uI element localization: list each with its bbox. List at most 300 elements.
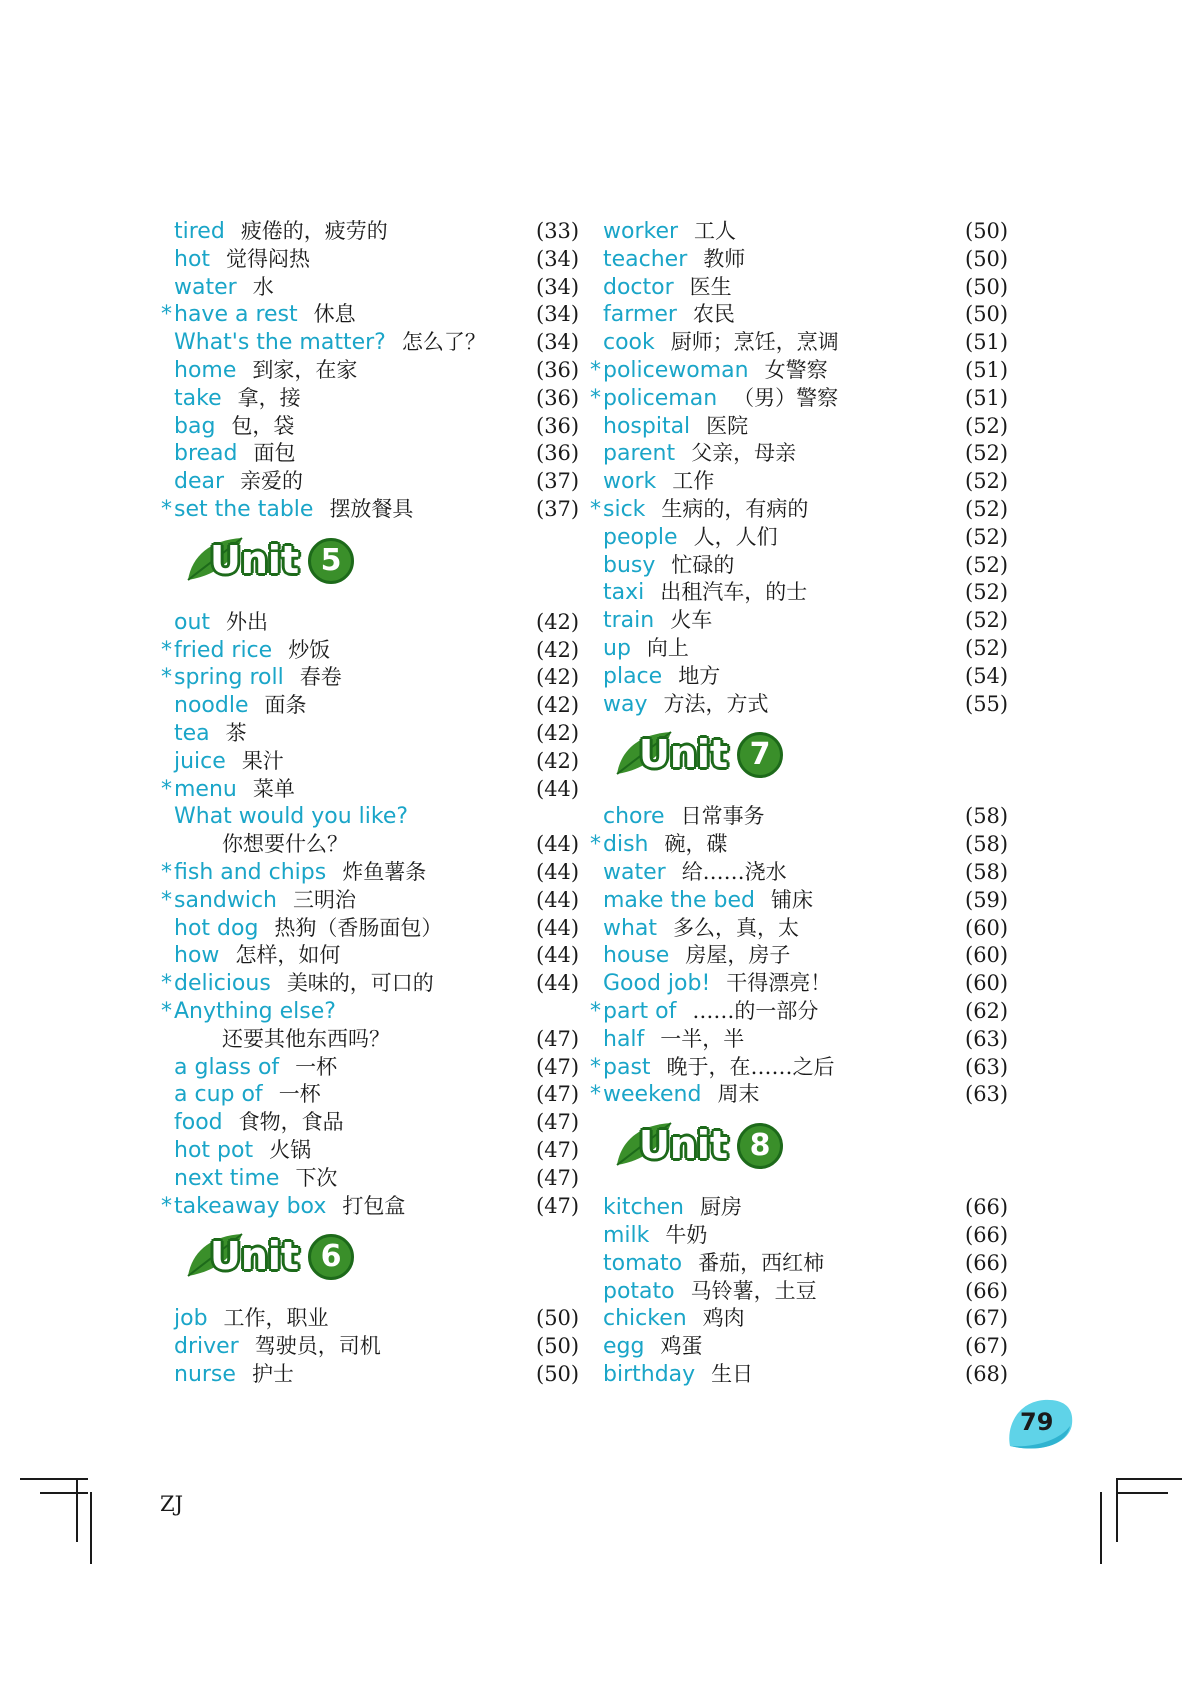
chinese-meaning: 水	[252, 274, 274, 299]
optional-star: *	[590, 496, 601, 522]
page-reference: (37)	[536, 496, 580, 521]
page-reference: (52)	[965, 580, 1009, 605]
page-reference: (52)	[965, 496, 1009, 521]
page-reference: (51)	[965, 357, 1009, 382]
chinese-meaning: 干得漂亮！	[726, 971, 832, 996]
page-reference: (36)	[536, 441, 580, 466]
optional-star: *	[161, 302, 172, 328]
page-reference: (63)	[965, 1054, 1009, 1079]
page-reference: (60)	[965, 971, 1009, 996]
chinese-meaning: 三明治	[293, 887, 356, 912]
english-word: dish	[603, 832, 649, 858]
optional-star: *	[161, 887, 172, 913]
chinese-meaning: 晚于，在……之后	[666, 1054, 835, 1079]
crop-mark-right-v	[1100, 1492, 1102, 1564]
vocab-entry	[603, 663, 1013, 691]
unit-number: 8	[737, 1123, 783, 1169]
english-word: have a rest	[174, 302, 298, 328]
chinese-meaning: 一杯	[295, 1054, 338, 1079]
english-word: place	[603, 663, 663, 689]
unit-title: Unit	[639, 732, 729, 777]
chinese-meaning: 春卷	[299, 665, 342, 690]
vocab-entry	[603, 246, 1013, 274]
page-reference: (47)	[536, 1054, 580, 1079]
english-word: Anything else?	[174, 998, 336, 1024]
chinese-meaning: 厨师；烹饪，烹调	[670, 330, 839, 355]
vocab-entry	[174, 609, 584, 637]
vocab-entry	[603, 1305, 1013, 1333]
page-reference: (66)	[965, 1278, 1009, 1303]
chinese-meaning: 工作	[672, 469, 715, 494]
vocab-entry	[603, 413, 1013, 441]
english-word: train	[603, 608, 655, 634]
page-reference: (42)	[536, 748, 580, 773]
vocab-entry	[174, 720, 584, 748]
chinese-meaning: 给……浇水	[681, 859, 787, 884]
english-word: menu	[174, 776, 237, 802]
english-word: worker	[603, 219, 679, 244]
english-word: birthday	[603, 1361, 696, 1387]
vocab-entry	[603, 1278, 1013, 1306]
page-reference: (47)	[536, 1137, 580, 1162]
chinese-meaning: （男）警察	[733, 385, 839, 410]
page-reference: (44)	[536, 943, 580, 968]
english-word: sandwich	[174, 887, 277, 913]
chinese-meaning: 人，人们	[693, 524, 778, 549]
vocab-entry	[161, 970, 584, 998]
page-reference: (58)	[965, 832, 1009, 857]
optional-star: *	[590, 998, 601, 1024]
chinese-meaning: 炒饭	[288, 637, 331, 662]
vocab-entry	[603, 607, 1013, 635]
chinese-meaning: 铺床	[770, 887, 813, 912]
page-reference: (66)	[965, 1222, 1009, 1247]
unit-number: 7	[737, 732, 783, 778]
english-word: parent	[603, 441, 676, 467]
english-word: Good job!	[603, 971, 711, 997]
optional-star: *	[161, 971, 172, 997]
english-word: make the bed	[603, 887, 755, 913]
chinese-meaning: 农民	[692, 302, 735, 327]
vocab-entry	[161, 664, 584, 692]
english-word: bag	[174, 413, 216, 439]
unit-heading	[174, 1220, 584, 1305]
vocab-entry	[590, 998, 1013, 1026]
vocab-entry	[603, 218, 1013, 246]
vocab-entry	[161, 776, 584, 804]
english-word: takeaway box	[174, 1193, 327, 1219]
crop-mark-left-h2	[40, 1492, 88, 1494]
unit-heading	[603, 1109, 1013, 1194]
english-word: noodle	[174, 693, 249, 719]
vocab-entry	[174, 440, 584, 468]
english-word: bread	[174, 441, 238, 467]
english-word: way	[603, 691, 648, 717]
chinese-meaning: 怎么了？	[401, 330, 486, 355]
vocab-entry	[174, 274, 584, 302]
page-reference: (37)	[536, 469, 580, 494]
chinese-meaning: 包，袋	[231, 413, 295, 438]
chinese-meaning: 你想要什么？	[222, 832, 348, 857]
english-word: set the table	[174, 496, 314, 522]
optional-star: *	[590, 1082, 601, 1108]
vocab-entry	[603, 942, 1013, 970]
vocab-entry	[174, 1026, 584, 1054]
chinese-meaning: 摆放餐具	[329, 496, 414, 521]
english-word: past	[603, 1054, 651, 1080]
optional-star: *	[590, 832, 601, 858]
page-reference: (44)	[536, 832, 580, 857]
vocab-entry	[174, 1305, 584, 1333]
vocab-entry	[603, 635, 1013, 663]
chinese-meaning: 休息	[313, 302, 356, 327]
chinese-meaning: 果汁	[241, 748, 284, 773]
chinese-meaning: 房屋，房子	[685, 943, 791, 968]
vocab-entry	[590, 831, 1013, 859]
vocab-entry	[174, 692, 584, 720]
chinese-meaning: 教师	[703, 246, 746, 271]
unit-title: Unit	[210, 537, 300, 582]
english-word: work	[603, 469, 657, 495]
chinese-meaning: 到家，在家	[252, 357, 358, 382]
vocab-entry	[603, 468, 1013, 496]
chinese-meaning: 医生	[689, 274, 732, 299]
english-word: job	[174, 1306, 208, 1332]
chinese-meaning: 碗，碟	[664, 832, 728, 857]
page-reference: (54)	[965, 663, 1009, 688]
page-reference: (34)	[536, 274, 580, 299]
page-reference: (34)	[536, 330, 580, 355]
page-reference: (42)	[536, 720, 580, 745]
chinese-meaning: 女警察	[764, 357, 828, 382]
crop-mark-right-h	[1116, 1478, 1182, 1480]
chinese-meaning: 亲爱的	[240, 469, 304, 494]
unit-title: Unit	[639, 1123, 729, 1168]
chinese-meaning: 面包	[253, 441, 296, 466]
optional-star: *	[161, 637, 172, 663]
page-reference: (55)	[965, 691, 1009, 716]
english-word: a cup of	[174, 1082, 263, 1108]
english-word: nurse	[174, 1361, 236, 1387]
english-word: egg	[603, 1334, 645, 1360]
page-reference: (47)	[536, 1193, 580, 1218]
page-reference: (67)	[965, 1306, 1009, 1331]
page-reference: (36)	[536, 357, 580, 382]
chinese-meaning: 周末	[717, 1082, 760, 1107]
vocab-entry	[161, 1193, 584, 1221]
unit-heading	[174, 524, 584, 609]
chinese-meaning: 马铃薯，土豆	[690, 1278, 817, 1303]
vocab-entry	[603, 691, 1013, 719]
vocab-entry	[603, 579, 1013, 607]
unit-number: 5	[308, 538, 354, 584]
chinese-meaning: 医院	[706, 413, 749, 438]
english-word: fried rice	[174, 637, 273, 663]
english-word: policewoman	[603, 357, 749, 383]
english-word: hot pot	[174, 1137, 254, 1163]
chinese-meaning: 父亲，母亲	[691, 441, 797, 466]
vocab-entry	[603, 859, 1013, 887]
vocab-entry	[603, 1026, 1013, 1054]
english-word: half	[603, 1026, 645, 1052]
chinese-meaning: 出租汽车，的士	[660, 580, 808, 605]
page-reference: (44)	[536, 776, 580, 801]
english-word: milk	[603, 1222, 650, 1248]
vocab-entry	[174, 1137, 584, 1165]
vocab-entry	[174, 1109, 584, 1137]
chinese-meaning: 下次	[295, 1165, 338, 1190]
page-reference: (60)	[965, 915, 1009, 940]
chinese-meaning: 美味的，可口的	[286, 971, 434, 996]
page-reference: (50)	[965, 219, 1009, 243]
english-word: fish and chips	[174, 859, 327, 885]
english-word: What would you like?	[174, 804, 409, 830]
page-reference: (42)	[536, 665, 580, 690]
optional-star: *	[161, 776, 172, 802]
vocab-entry	[590, 1054, 1013, 1082]
vocab-entry	[174, 468, 584, 496]
page-reference: (52)	[965, 608, 1009, 633]
vocab-entry	[174, 1165, 584, 1193]
vocab-entry	[603, 1361, 1013, 1389]
right-column	[590, 218, 1013, 1389]
english-word: busy	[603, 552, 656, 578]
vocab-entry	[590, 385, 1013, 413]
english-word: home	[174, 357, 237, 383]
chinese-meaning: 生病的，有病的	[661, 496, 809, 521]
vocab-entry	[603, 915, 1013, 943]
left-column	[161, 218, 584, 1389]
english-word: sick	[603, 496, 646, 522]
chinese-meaning: 厨房	[700, 1195, 742, 1220]
english-word: driver	[174, 1334, 239, 1360]
english-word: a glass of	[174, 1054, 280, 1080]
vocab-entry	[161, 301, 584, 329]
english-word: delicious	[174, 971, 271, 997]
english-word: chicken	[603, 1306, 687, 1332]
vocab-entry	[603, 524, 1013, 552]
page-reference: (63)	[965, 1026, 1009, 1051]
chinese-meaning: 鸡蛋	[660, 1334, 703, 1359]
vocab-entry	[603, 329, 1013, 357]
page-reference: (36)	[536, 385, 580, 410]
page-reference: (47)	[536, 1110, 580, 1135]
vocab-entry	[590, 1081, 1013, 1109]
page-reference: (58)	[965, 804, 1009, 829]
chinese-meaning: 生日	[711, 1361, 754, 1386]
chinese-meaning: 面条	[264, 693, 307, 718]
crop-mark-right-v2	[1116, 1478, 1118, 1542]
chinese-meaning: 疲倦的，疲劳的	[240, 219, 388, 243]
chinese-meaning: 工作，职业	[223, 1306, 329, 1331]
vocab-entry	[174, 831, 584, 859]
english-word: house	[603, 943, 670, 969]
chinese-meaning: 一半，半	[660, 1026, 745, 1051]
page-reference: (52)	[965, 635, 1009, 660]
optional-star: *	[161, 1193, 172, 1219]
english-word: up	[603, 635, 631, 661]
english-word: food	[174, 1110, 223, 1136]
chinese-meaning: 打包盒	[342, 1193, 406, 1218]
english-word: doctor	[603, 274, 674, 300]
english-word: next time	[174, 1165, 280, 1191]
page-reference: (50)	[536, 1334, 580, 1359]
page-reference: (52)	[965, 441, 1009, 466]
optional-star: *	[161, 665, 172, 691]
chinese-meaning: 还要其他东西吗？	[222, 1026, 390, 1051]
page-reference: (67)	[965, 1334, 1009, 1359]
optional-star: *	[590, 1054, 601, 1080]
vocab-entry	[174, 357, 584, 385]
page-reference: (68)	[965, 1361, 1009, 1386]
optional-star: *	[161, 496, 172, 522]
vocab-entry	[174, 915, 584, 943]
chinese-meaning: 多么，真，太	[673, 915, 800, 940]
english-word: tired	[174, 219, 225, 244]
vocab-entry	[603, 887, 1013, 915]
footer-mark: ZJ	[160, 1492, 184, 1516]
optional-star: *	[161, 998, 172, 1024]
vocab-entry	[174, 413, 584, 441]
english-word: taxi	[603, 580, 645, 606]
english-word: weekend	[603, 1082, 702, 1108]
chinese-meaning: 地方	[678, 663, 721, 688]
page-reference: (47)	[536, 1082, 580, 1107]
page-reference: (52)	[965, 524, 1009, 549]
english-word: hot dog	[174, 915, 259, 941]
page-reference: (52)	[965, 413, 1009, 438]
english-word: what	[603, 915, 658, 941]
vocab-entry	[603, 970, 1013, 998]
chinese-meaning: 鸡肉	[702, 1306, 745, 1331]
english-word: policeman	[603, 385, 718, 411]
unit-heading	[603, 718, 1013, 803]
optional-star: *	[590, 385, 601, 411]
chinese-meaning: 觉得闷热	[226, 246, 311, 271]
page-reference: (44)	[536, 859, 580, 884]
vocab-entry	[174, 385, 584, 413]
optional-star: *	[590, 357, 601, 383]
page-reference: (62)	[965, 998, 1009, 1023]
crop-mark-left-v	[76, 1478, 78, 1542]
vocab-entry	[174, 1081, 584, 1109]
vocab-entry	[174, 1054, 584, 1082]
page-reference: (58)	[965, 859, 1009, 884]
english-word: What's the matter?	[174, 330, 386, 356]
english-word: part of	[603, 998, 677, 1024]
chinese-meaning: 茶	[225, 720, 247, 745]
page-reference: (42)	[536, 637, 580, 662]
english-word: tea	[174, 720, 210, 746]
chinese-meaning: 工人	[694, 219, 737, 243]
vocab-entry	[174, 329, 584, 357]
chinese-meaning: 菜单	[252, 776, 295, 801]
vocab-entry	[174, 748, 584, 776]
page-reference: (44)	[536, 887, 580, 912]
english-word: hospital	[603, 413, 691, 439]
english-word: out	[174, 609, 211, 635]
vocab-entry	[161, 859, 584, 887]
english-word: tomato	[603, 1250, 683, 1276]
page-reference: (50)	[965, 302, 1009, 327]
page-reference: (51)	[965, 330, 1009, 355]
vocab-entry	[603, 803, 1013, 831]
english-word: kitchen	[603, 1195, 684, 1221]
page-reference: (44)	[536, 915, 580, 940]
chinese-meaning: 驾驶员，司机	[254, 1334, 381, 1359]
page-reference: (42)	[536, 693, 580, 718]
english-word: spring roll	[174, 665, 284, 691]
vocab-entry	[161, 998, 584, 1026]
english-word: water	[603, 859, 666, 885]
chinese-meaning: 忙碌的	[671, 552, 735, 577]
chinese-meaning: 火车	[670, 608, 713, 633]
vocab-entry	[603, 1222, 1013, 1250]
chinese-meaning: 护士	[251, 1361, 294, 1386]
page-reference: (52)	[965, 469, 1009, 494]
vocab-entry	[161, 887, 584, 915]
page-reference: (47)	[536, 1165, 580, 1190]
vocab-entry	[174, 1333, 584, 1361]
vocab-entry	[174, 803, 584, 831]
page-reference: (42)	[536, 609, 580, 634]
page-reference: (50)	[965, 274, 1009, 299]
vocab-entry	[590, 496, 1013, 524]
english-word: potato	[603, 1278, 675, 1304]
chinese-meaning: 拿，接	[237, 385, 301, 410]
vocab-entry	[161, 637, 584, 665]
page-reference: (51)	[965, 385, 1009, 410]
unit-number: 6	[308, 1234, 354, 1280]
chinese-meaning: ……的一部分	[692, 998, 819, 1023]
chinese-meaning: 番茄，西红柿	[698, 1250, 825, 1275]
vocab-entry	[603, 1194, 1013, 1222]
english-word: how	[174, 943, 220, 969]
page-reference: (50)	[536, 1361, 580, 1386]
vocab-entry	[174, 246, 584, 274]
page-reference: (52)	[965, 552, 1009, 577]
vocab-entry	[603, 1333, 1013, 1361]
page-reference: (59)	[965, 887, 1009, 912]
crop-mark-right-h2	[1116, 1492, 1168, 1494]
crop-mark-left-v2	[90, 1492, 92, 1564]
chinese-meaning: 日常事务	[680, 804, 765, 829]
english-word: cook	[603, 330, 655, 356]
chinese-meaning: 牛奶	[665, 1222, 708, 1247]
chinese-meaning: 火锅	[269, 1137, 312, 1162]
chinese-meaning: 向上	[646, 635, 689, 660]
page-number: 79	[1020, 1408, 1054, 1436]
english-word: dear	[174, 469, 225, 495]
page-reference: (34)	[536, 246, 580, 271]
english-word: hot	[174, 246, 211, 272]
page-reference: (33)	[536, 219, 580, 243]
page-reference: (44)	[536, 971, 580, 996]
english-word: people	[603, 524, 678, 550]
vocab-entry	[590, 357, 1013, 385]
vocab-entry	[603, 552, 1013, 580]
vocab-entry	[174, 942, 584, 970]
page-reference: (66)	[965, 1195, 1009, 1220]
vocab-entry	[603, 440, 1013, 468]
english-word: chore	[603, 804, 665, 830]
page-reference: (50)	[965, 246, 1009, 271]
english-word: water	[174, 274, 237, 300]
page-reference: (36)	[536, 413, 580, 438]
chinese-meaning: 方法，方式	[663, 691, 769, 716]
page-reference: (47)	[536, 1026, 580, 1051]
unit-title: Unit	[210, 1234, 300, 1279]
